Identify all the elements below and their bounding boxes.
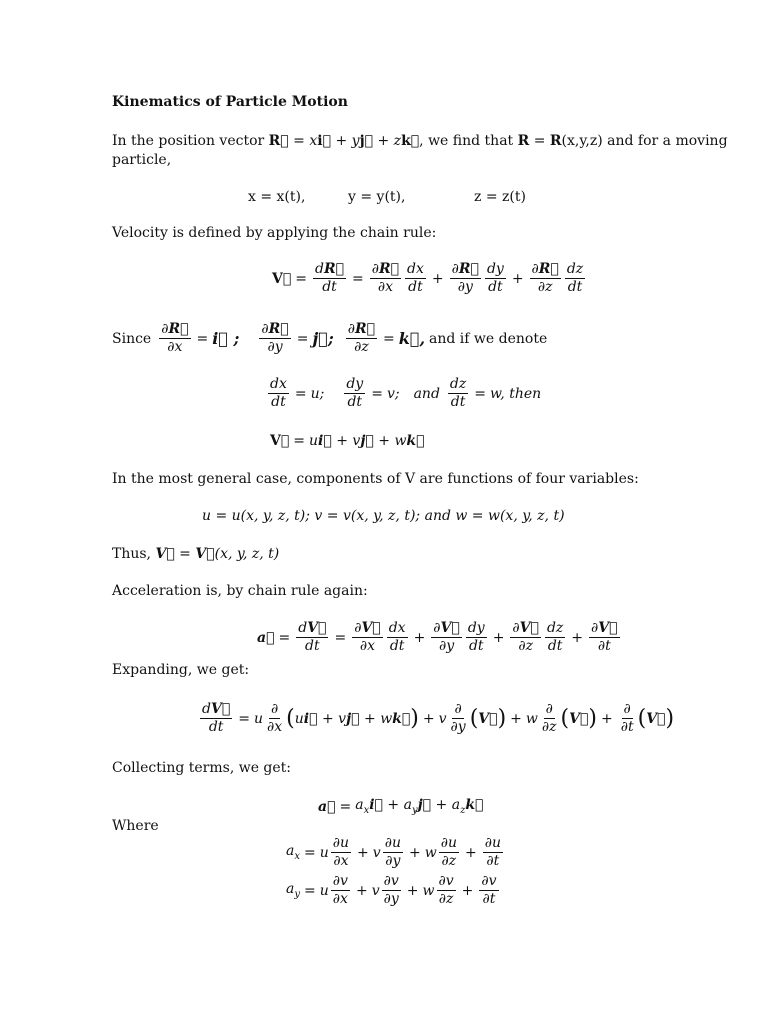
expanded-equation: $\frac{dV⃗}{dt}$ = u $\frac{\partial}{\partial x}$ ( ui⃗ + vj⃗ + wk⃗ ) + v $\frac{\partial}{\partial y}$ ( V⃗ ) + w $\frac{\partial}{\partial z}$ ( V⃗ ) + $\frac{\partial}{\partial t}$ ( V⃗ ) xyxy=(202,701,675,736)
since-line xyxy=(112,322,547,356)
intro-line-1 xyxy=(112,133,728,149)
velocity-equation: V⃗ = $\frac{dR⃗}{dt}$ = $\frac{\partial R⃗}{\partial x}$ $\frac{dx}{dt}$ + $\frac{\partial R⃗}{\partial y}$ $\frac{dy}{dt}$ + $\frac{\partial R⃗}{\partial z}$ $\frac{dz}{dt}$ xyxy=(272,261,584,296)
denote-equations: $\frac{dx}{dt}$ = u; $\frac{dy}{dt}$ = v; and $\frac{dz}{dt}$ = w, then xyxy=(270,376,542,411)
since-label: Since xyxy=(112,330,152,347)
thus-line xyxy=(112,546,279,562)
velocity-intro: Velocity is defined by applying the chain rule: xyxy=(112,225,437,241)
document-title: Kinematics of Particle Motion xyxy=(112,94,348,110)
acceleration-intro: Acceleration is, by chain rule again: xyxy=(112,583,368,599)
where-text: Where xyxy=(112,818,159,834)
intro-eq: = xyxy=(529,133,550,149)
intro-R: R xyxy=(517,133,530,149)
acceleration-components-eq: a⃗ = $a_xi⃗$ + $a_yj⃗$ + $a_zk⃗$ xyxy=(318,797,484,816)
ay-equation: $a_y$ = u $\frac{\partial v}{\partial x}$ + v $\frac{\partial v}{\partial y}$ + w $\frac{\partial v}{\partial z}$ + $\frac{\partial v}{\partial t}$ xyxy=(286,873,497,908)
collecting-text: Collecting terms, we get: xyxy=(112,760,292,776)
since-math: $\frac{\partial R⃗}{\partial x}$ = i⃗ ; $\frac{\partial R⃗}{\partial y}$ = j⃗; $\frac{\partial R⃗}{\partial z}$ = k⃗, xyxy=(161,321,426,356)
since-tail: and if we denote xyxy=(429,330,548,347)
position-vector-eq: R⃗ = xi⃗ + yj⃗ + zk⃗ xyxy=(268,133,420,149)
thus-equation: V⃗ = V⃗(x, y, z, t) xyxy=(155,546,280,562)
velocity-components-eq: V⃗ = ui⃗ + vj⃗ + wk⃗ xyxy=(270,433,425,449)
param-x: x = x(t), xyxy=(248,189,306,205)
intro-text-b: , we find that xyxy=(419,133,518,149)
components-equation: u = u(x, y, z, t); v = v(x, y, z, t); and w = w(x, y, z, t) xyxy=(202,508,565,524)
intro-R-xyz: R xyxy=(549,133,562,149)
intro-text-a: In the position vector xyxy=(112,133,269,149)
intro-line-2: particle, xyxy=(112,152,172,168)
intro-text-c: (x,y,z) and for a moving xyxy=(561,133,728,149)
expanding-text: Expanding, we get: xyxy=(112,662,250,678)
param-y: y = y(t), xyxy=(348,189,406,205)
ax-equation: $a_x$ = u $\frac{\partial u}{\partial x}$ + v $\frac{\partial u}{\partial y}$ + w $\frac{\partial u}{\partial z}$ + $\frac{\partial u}{\partial t}$ xyxy=(286,835,501,870)
general-case-text: In the most general case, components of V are functions of four variables: xyxy=(112,471,639,487)
thus-label: Thus, xyxy=(112,546,156,562)
acceleration-equation: a⃗ = $\frac{dV⃗}{dt}$ = $\frac{\partial V⃗}{\partial x}$ $\frac{dx}{dt}$ + $\frac{\partial V⃗}{\partial y}$ $\frac{dy}{dt}$ + $\frac{\partial V⃗}{\partial z}$ $\frac{dz}{dt}$ + $\frac{\partial V⃗}{\partial t}$ xyxy=(257,620,618,655)
param-z: z = z(t) xyxy=(474,189,526,205)
